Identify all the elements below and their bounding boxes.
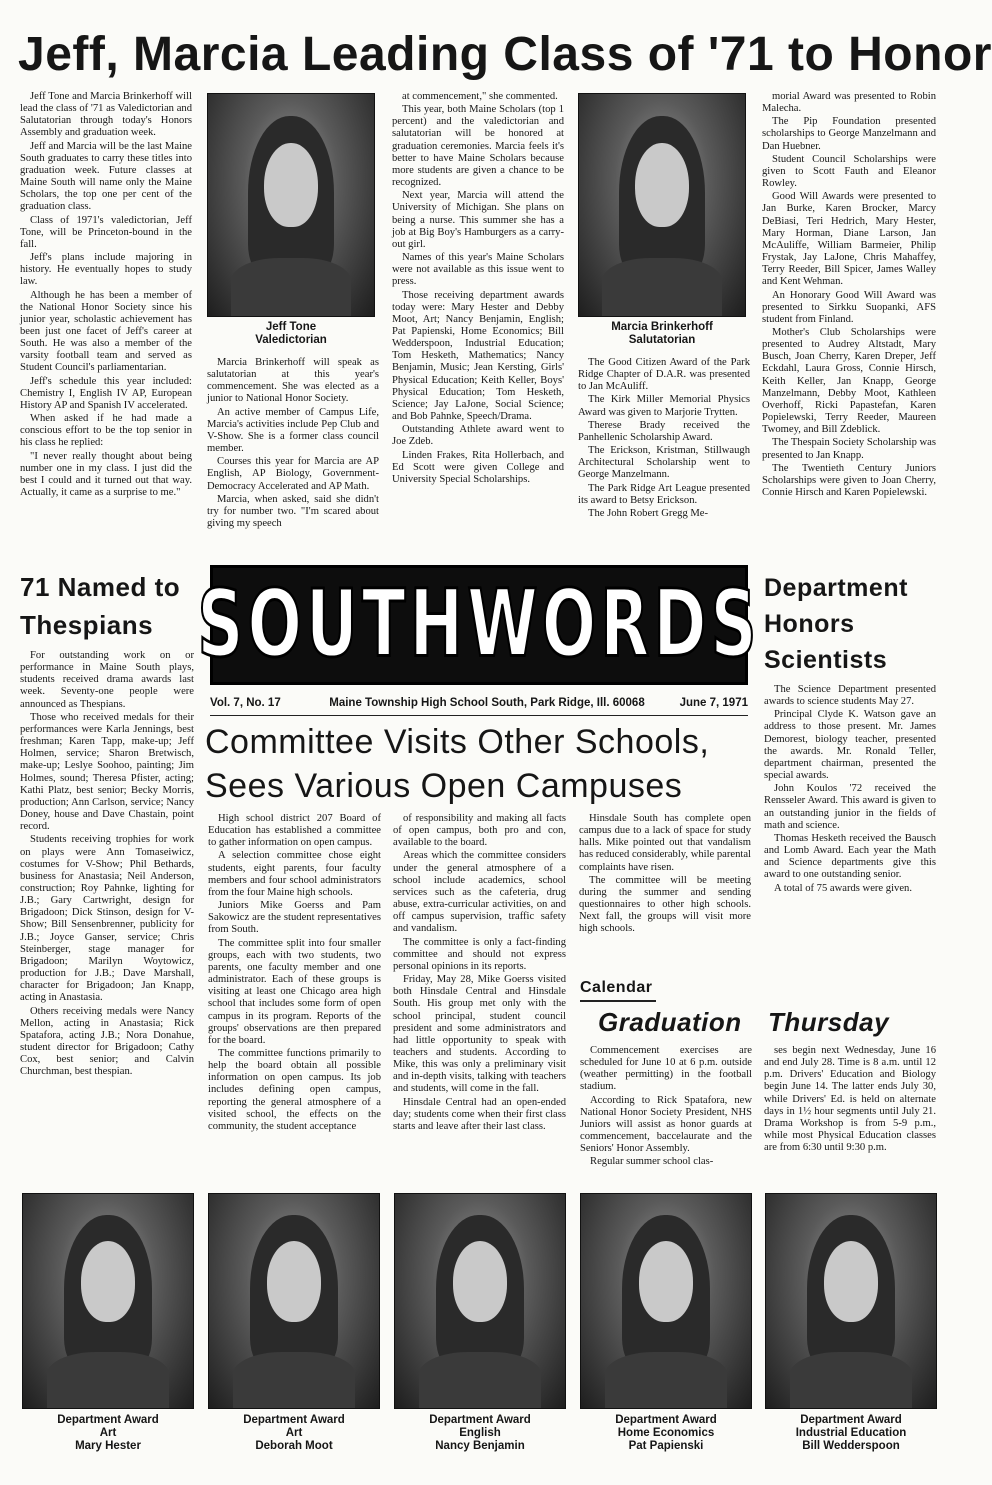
paragraph: Next year, Marcia will attend the University of Michigan. She plans on being a nurse. This summer she has a job at Big Boy's Hamburgers as a carry-out girl. [392,190,564,250]
committee-article-col2 [393,813,566,1158]
caption-line: Department Award [800,1414,902,1426]
paragraph: Jeff Tone and Marcia Brinkerhoff will lead the class of '71 as Valedictorian and Salutatorian through today's Honors Assembly and graduation week. [20,91,192,139]
paragraph: Others receiving medals were Nancy Mellon, acting in Anastasia; Rick Spatafora, acting J.B.; Nora Donahue, student director for Brigadoon; Cathy Cox, best senior; and Calvin Churchman, best thespian. [20,1005,194,1078]
paragraph: Regular summer school clas- [590,1156,714,1168]
science-article [764,684,936,974]
pat-papienski-caption [580,1414,752,1458]
paragraph: The Science Department presented awards to science students May 27. [764,684,936,708]
caption-line: Mary Hester [75,1440,141,1452]
calendar-headline-2: Thursday [768,1007,890,1037]
paragraph: morial Award was presented to Robin Malecha. [762,91,936,115]
paragraph: Students receiving trophies for work on plays were Ann Tomaseiwicz, costumes for V-Show; Phil Bethards, business for Anastasia; Neil Anderson, construction; Roy Pahnke, lighting for J.B.; Gary Cartwright, design for Brigadoon; Dick Stinson, design for V-Show; Bill Sensenbrenner, publicity for J.B.; Joyce Ganser, service; Chris Steinberger, stage manager for Brigadoon; Marilyn Woytowicz, production for J.B.; Dave Marshall, character for Brigadoon; Jan Knapp, acting in Anastasia. [20,834,194,1004]
jeff-marcia-article-col3 [392,91,564,561]
paragraph: The Pip Foundation presented scholarships to George Manzelmann and Dan Huebner. [762,116,936,152]
paragraph: Those who received medals for their performances were Karla Jennings, best freshman; Karen Tapp, make-up; Jeff Holmen, service; Sharon Bretwisch, make-up; Leslye Soohoo, painting; Jim Holmes, sound; Theresa Pfister, acting; Kathi Platz, best senior; Becky Morris, production; Ann Carlson, service; Nancy Doney, house and Dave Chastain, point record. [20,711,194,833]
calendar-article-col2 [764,1045,936,1160]
paragraph: Student Council Scholarships were given to Scott Fauth and Eleanor Rowley. [762,153,936,190]
caption-name: Marcia Brinkerhoff [611,321,713,333]
paragraph: Thomas Hesketh received the Bausch and Lomb Award. Each year the Math and Science departments give this award to one outstanding senior. [764,832,936,881]
paragraph: Friday, May 28, Mike Goerss visited both Hinsdale Central and Hinsdale South. His group met only with the school principal, student council president and some administrators and had little opportunity to speak with teachers and students. According to Mike, this was only a preliminary visit and in-depth visits, talking with teachers and students, will come in the fall. [393,974,566,1095]
caption-line: English [459,1427,501,1439]
paragraph: The Twentieth Century Juniors Scholarships were given to Joan Cherry, Connie Hirsch and Karen Popielewski. [762,462,936,498]
headline-line: Department [764,574,908,602]
masthead-title: SOUTHWORDS [197,571,761,679]
paragraph: Commencement exercises are scheduled for June 10 at 6 p.m. outside (weather permitting) in the football stadium. [580,1045,752,1093]
paragraph: The committee is only a fact-finding committee and should not express personal opinions in its reports. [393,936,566,972]
paragraph: A selection committee chose eight students, eight parents, four faculty members and four school administrators from the four Maine high schools. [208,850,381,898]
mary-hester-caption [22,1414,194,1458]
paragraph: Linden Frakes, Rita Hollerbach, and Ed Scott were given College and University Special Scholarships. [392,449,564,485]
paragraph: An Honorary Good Will Award was presented to Sirkku Suopanki, AFS student from Finland. [762,289,936,325]
paragraph: Good Will Awards were presented to Jan Burke, Karen Brocker, Marcy DeBiasi, Teri Hedrich, Mary Hester, Mary Horman, Diane Larson, Jan McAuliffe, William Barmeier, Philip Frystak, Jay LaJone, Chris Mahaffey, Terry Reeder, Bill Spicer, James Walley and Kent Wehman. [762,191,936,288]
awards-article-col4 [578,357,750,557]
thespians-article [20,650,194,1170]
paragraph: This year, both Maine Scholars (top 1 percent) and the valedictorian and salutatorian will be honored at graduation ceremonies. Marcia feels it's better to have Maine Scholars because more students are given a chance to be recognized. [392,104,564,189]
paragraph: The Thespain Society Scholarship was presented to Jan Knapp. [762,437,936,461]
awards-article-col5 [762,91,936,561]
science-headline [764,570,939,680]
paragraph: Areas which the committee considers under the general atmosphere of a school include academics, school services such as the cafeteria, drug abuse, extra-curricular activities, on and off campus supervision, traffic safety and vandalism. [393,850,566,935]
caption-line: Department Award [429,1414,531,1426]
paragraph: Hinsdale Central had an open-ended day; students come when their first class starts and leave after their last class. [393,1096,566,1132]
paragraph: Jeff's plans include majoring in history. He eventually hopes to study law. [20,252,192,288]
calendar-rule [580,1000,656,1002]
jeff-tone-caption [207,321,375,351]
paragraph: According to Rick Spatafora, new National Honor Society President, NHS Juniors will assist as honor guards at commencement, baccelaurate and the Seniors' Honor Assembly. [580,1094,752,1155]
jeff-marcia-article-col1 [20,91,192,561]
bill-wedderspoon-caption [765,1414,937,1458]
calendar-label: Calendar [580,979,653,996]
caption-line: Pat Papienski [628,1440,704,1452]
paragraph: The committee functions primarily to help the board obtain all possible information on open campus. Its job includes defining open campus, reporting the general atmosphere of a visited school, the effects on the community, the student acceptance [208,1047,381,1132]
dateline-date: June 7, 1971 [679,697,748,709]
thespians-headline [20,568,198,646]
paragraph: Those receiving department awards today were: Mary Hester and Debby Moot, Art; Nancy Benjamin, English; Pat Papienski, Home Economics; Bill Wedderspoon, Industrial Education; Tom Hesketh, Mathematics; Nancy Benjamin, Music; Jean Kersting, Girls' Physical Education; Keith Keller, Boys' Physical Education; Tom Hesketh, Science; Jay LaJone, Social Science; and Bob Pahnke, Speech/Drama. [392,289,564,423]
paragraph: Names of this year's Maine Scholars were not available as this issue went to press. [392,252,564,288]
paragraph: High school district 207 Board of Education has established a committee to gather information on open campus. [208,813,381,849]
caption-line: Art [285,1427,303,1439]
calendar-article-col1 [580,1045,752,1168]
caption-line: Home Economics [617,1427,715,1439]
caption-title: Valedictorian [255,334,327,346]
paragraph: A total of 75 awards were given. [774,882,912,894]
caption-line: Art [99,1427,117,1439]
caption-line: Deborah Moot [255,1440,333,1452]
nancy-benjamin-caption [394,1414,566,1458]
marcia-brinkerhoff-caption [578,321,746,351]
paragraph: Mother's Club Scholarships were presented to Audrey Altstadt, Mary Busch, Joan Cherry, Karen Dreper, Jeff Eckdahl, Laura Gross, Connie Hirsch, Keith Keller, Jan Knapp, George Manzelmann, Debby Moot, Kathleen Overhoff, Ricki Papastefan, Karen Popielewski, Terry Reeder, Maureen Twomey, and Bill Zdeblick. [762,326,936,436]
headline-line: Committee Visits Other Schools, [205,723,710,761]
caption-line: Nancy Benjamin [435,1440,525,1452]
paragraph: For outstanding work on or performance in Maine South plays, students received drama awards last week. Seventy-one people were announced as Thespians. [20,650,194,710]
caption-name: Jeff Tone [265,321,317,333]
deborah-moot-caption [208,1414,380,1458]
nancy-benjamin-photo [394,1193,566,1409]
paragraph: at commencement," she commented. [402,91,558,102]
paragraph: Jeff's schedule this year included: Chemistry I, English IV AP, European History AP and Spanish IV accelerated. [20,375,192,411]
headline-line: Scientists [764,646,888,674]
committee-headline [205,720,755,810]
jeff-tone-photo [207,93,375,317]
caption-title: Salutatorian [628,334,696,346]
dateline-school: Maine Township High School South, Park Ridge, Ill. 60068 [329,697,645,709]
paragraph: When asked if he had made a conscious effort to be the top senior in his class he replied: [20,413,192,449]
paragraph: of responsibility and making all facts of open campus, both pro and con, available to the board. [393,813,566,849]
caption-line: Industrial Education [795,1427,907,1439]
paragraph: Hinsdale South has complete open campus due to a lack of space for study halls. Mike pointed out that vandalism has reduced considerably, while parental complaints have risen. [579,813,751,873]
paragraph: Marcia, when asked, said she didn't try for number two. "I'm scared about giving my speech [207,493,379,530]
marcia-brinkerhoff-photo [578,93,746,317]
paragraph: Principal Clyde K. Watson gave an address to those present. Mr. James Demorest, biology teacher, presented the awards. Mr. Ronald Teller, department chairman, presented the special awards. [764,709,936,782]
paragraph: Therese Brady received the Panhellenic Scholarship Award. [578,419,750,443]
headline-line: Sees Various Open Campuses [205,767,683,805]
jeff-marcia-article-col2 [207,357,379,557]
paragraph: Courses this year for Marcia are AP English, AP Biology, Government-Democracy Accelerated and AP Math. [207,456,379,492]
dateline-volume: Vol. 7, No. 17 [210,697,281,709]
dateline-rule [210,715,748,716]
paragraph: The Kirk Miller Memorial Physics Award was given to Marjorie Trytten. [578,394,750,418]
headline-line: Honors [764,610,855,638]
southwords-masthead [197,565,761,685]
caption-line: Bill Wedderspoon [802,1440,900,1452]
bill-wedderspoon-photo [765,1193,937,1409]
paragraph: John Koulos '72 received the Rensseler Award. This award is given to an outstanding junior in the fields of math and science. [764,783,936,831]
paragraph: Outstanding Athlete award went to Joe Zdeb. [392,424,564,448]
caption-line: Department Award [615,1414,717,1426]
caption-line: Department Award [57,1414,159,1426]
paragraph: Although he has been a member of the National Honor Society since his junior year, scholastic achievement has been just one facet of Jeff's career at South. He was also a member of the varsity football team and served as Student Council's parliamentarian. [20,289,192,374]
paragraph: Marcia Brinkerhoff will speak as salutatorian at this year's commencement. She was elected as a junior to National Honor Society. [207,357,379,405]
committee-article-col1 [208,813,381,1158]
paragraph: ses begin next Wednesday, June 16 and end July 28. Time is 8 a.m. until 12 p.m. Drivers' Education and Biology begin June 14. The latter ends July 30, while Drivers' Ed. is held on alternate days in 1½ hour segments until July 21. Drama Workshop is from 5-9 p.m., while most Physical Education classes are from 6:30 until 9:30 p.m. [764,1045,936,1154]
paragraph: "I never really thought about being number one in my class. I just did the best I could and it turned out that way. Actually, it came as a surprise to me." [20,450,192,498]
calendar-headline-1: Graduation [598,1007,742,1037]
paragraph: Class of 1971's valedictorian, Jeff Tone, will be Princeton-bound in the fall. [20,214,192,250]
paragraph: The committee will be meeting during the summer and sending questionnaires to other high schools. Next fall, the groups will visit more high schools. [579,874,751,935]
paragraph: Juniors Mike Goerss and Pam Sakowicz are the student representatives from South. [208,900,381,936]
main-headline: Jeff, Marcia Leading Class of '71 to Honor [18,28,992,81]
caption-line: Department Award [243,1414,345,1426]
paragraph: The Good Citizen Award of the Park Ridge Chapter of D.A.R. was presented to Jan McAuliff. [578,357,750,393]
paragraph: Jeff and Marcia will be the last Maine South graduates to carry these titles into graduation week. Future classes at Maine South will name only the Maine Scholars, the top one per cent of the graduation class. [20,140,192,213]
paragraph: An active member of Campus Life, Marcia's activities include Pep Club and V-Show. She is a former class council member. [207,406,379,455]
deborah-moot-photo [208,1193,380,1409]
paragraph: The committee split into four smaller groups, each with two students, two parents, one faculty member and one administrator. Each of these groups is visiting at least one Chicago area high school that includes some form of open campus in its program. Reports of the groups' observations are then prepared for the board. [208,937,381,1046]
paragraph: The Erickson, Kristman, Stillwaugh Architectural Scholarship went to George Manzelmann. [578,445,750,481]
paragraph: The John Robert Gregg Me- [588,507,709,519]
paragraph: The Park Ridge Art League presented its award to Betsy Erickson. [578,482,750,506]
headline-line: Thespians [20,610,154,640]
committee-article-col3 [579,813,751,973]
mary-hester-photo [22,1193,194,1409]
headline-line: 71 Named to [20,572,181,602]
pat-papienski-photo [580,1193,752,1409]
